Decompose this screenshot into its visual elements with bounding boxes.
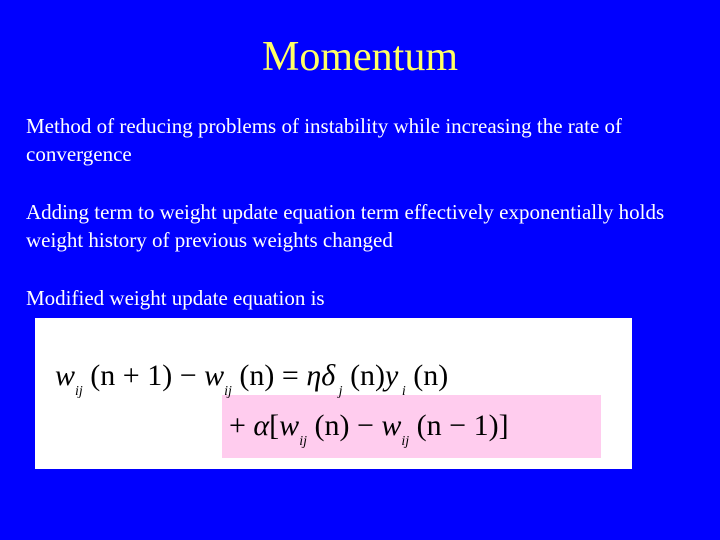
eq1-sub-i: i — [398, 384, 406, 399]
eq2-alpha-symbol: α — [253, 409, 270, 442]
eq2-arg-2: (n − 1)] — [409, 409, 509, 442]
eq1-arg-4: (n) — [405, 359, 449, 392]
paragraph-momentum-definition: Method of reducing problems of instability while increasing the rate of convergence — [26, 114, 623, 166]
eq2-sub-ij-1: ij — [299, 434, 307, 449]
equation-box — [35, 318, 632, 469]
eq1-sub-ij-2: ij — [224, 384, 232, 399]
eq2-w-1: w — [279, 409, 300, 442]
eq1-y: y — [385, 359, 399, 392]
eq1-sub-ij-1: ij — [75, 384, 83, 399]
eq2-open-bracket: [ — [269, 409, 280, 442]
eq1-w-1: w — [55, 359, 76, 392]
eq2-w-2: w — [381, 409, 402, 442]
eq1-sub-j: j — [335, 384, 343, 399]
eq1-arg-1: (n + 1) − — [82, 359, 205, 392]
paragraph-weight-history: Adding term to weight update equation term effectively exponentially holds weight history of previous weights changed — [26, 200, 665, 252]
eq2-arg-1: (n) − — [306, 409, 382, 442]
eq2-plus: + — [229, 409, 254, 442]
equation-line-2 — [229, 406, 509, 452]
eq2-sub-ij-2: ij — [401, 434, 410, 449]
paragraph-modified-equation: Modified weight update equation is — [26, 286, 325, 310]
eq1-w-2: w — [204, 359, 225, 392]
slide-title: Momentum — [262, 34, 458, 80]
eq1-arg-2: (n) = — [231, 359, 307, 392]
equation-line-1 — [55, 356, 448, 402]
eq1-arg-3: (n) — [342, 359, 386, 392]
eq1-delta-symbol: δ — [321, 359, 336, 392]
eq1-eta-symbol: η — [306, 359, 322, 392]
